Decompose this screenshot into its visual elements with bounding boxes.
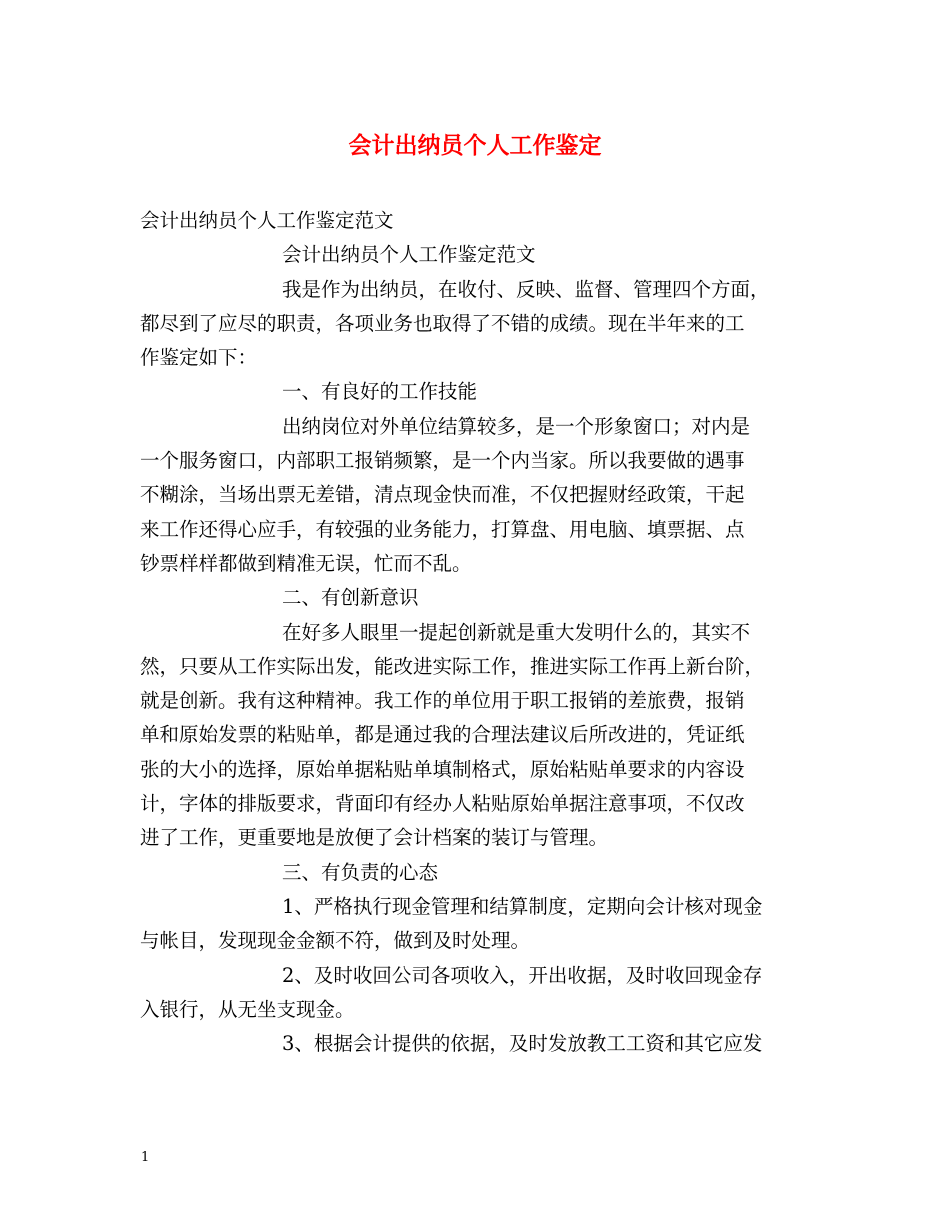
- body-line: 然，只要从工作实际出发，能改进实际工作，推进实际工作再上新台阶，: [140, 654, 765, 678]
- body-line: 在好多人眼里一提起创新就是重大发明什么的，其实不: [282, 620, 751, 644]
- body-line: 作鉴定如下：: [140, 346, 258, 370]
- body-line: 会计出纳员个人工作鉴定范文: [140, 209, 394, 232]
- body-line: 出纳岗位对外单位结算较多，是一个形象窗口；对内是: [282, 414, 751, 438]
- document-body: [140, 204, 820, 1061]
- body-line: 入银行，从无坐支现金。: [140, 997, 355, 1021]
- body-line: 来工作还得心应手，有较强的业务能力，打算盘、用电脑、填票据、点: [140, 517, 745, 541]
- body-line: 会计出纳员个人工作鉴定范文: [282, 243, 536, 267]
- body-line: 与帐目，发现现金金额不符，做到及时处理。: [140, 929, 531, 953]
- body-line: 就是创新。我有这种精神。我工作的单位用于职工报销的差旅费，报销: [140, 689, 745, 713]
- body-line: 2、及时收回公司各项收入，开出收据，及时收回现金存: [282, 963, 763, 987]
- body-line: 进了工作，更重要地是放便了会计档案的装订与管理。: [140, 826, 609, 850]
- document-title: 会计出纳员个人工作鉴定: [348, 133, 602, 159]
- section-heading: 三、有负责的心态: [282, 860, 439, 884]
- section-heading: 一、有良好的工作技能: [282, 380, 478, 404]
- body-line: 单和原始发票的粘贴单，都是通过我的合理法建议后所改进的，凭证纸: [140, 723, 745, 747]
- body-line: 不糊涂，当场出票无差错，清点现金快而准，不仅把握财经政策，干起: [140, 483, 745, 507]
- body-line: 1、严格执行现金管理和结算制度，定期向会计核对现金: [282, 894, 763, 918]
- section-heading: 二、有创新意识: [282, 586, 419, 610]
- body-line: 3、根据会计提供的依据，及时发放教工工资和其它应发: [282, 1032, 763, 1056]
- body-line: 我是作为出纳员，在收付、反映、监督、管理四个方面，: [282, 277, 770, 301]
- body-line: 钞票样样都做到精准无误，忙而不乱。: [140, 551, 472, 575]
- body-line: 张的大小的选择，原始单据粘贴单填制格式，原始粘贴单要求的内容设: [140, 757, 745, 781]
- page-number: 1: [141, 1150, 150, 1165]
- body-line: 都尽到了应尽的职责，各项业务也取得了不错的成绩。现在半年来的工: [140, 311, 745, 335]
- body-line: 计，字体的排版要求，背面印有经办人粘贴原始单据注意事项，不仅改: [140, 792, 745, 816]
- body-line: 一个服务窗口，内部职工报销频繁，是一个内当家。所以我要做的遇事: [140, 449, 745, 473]
